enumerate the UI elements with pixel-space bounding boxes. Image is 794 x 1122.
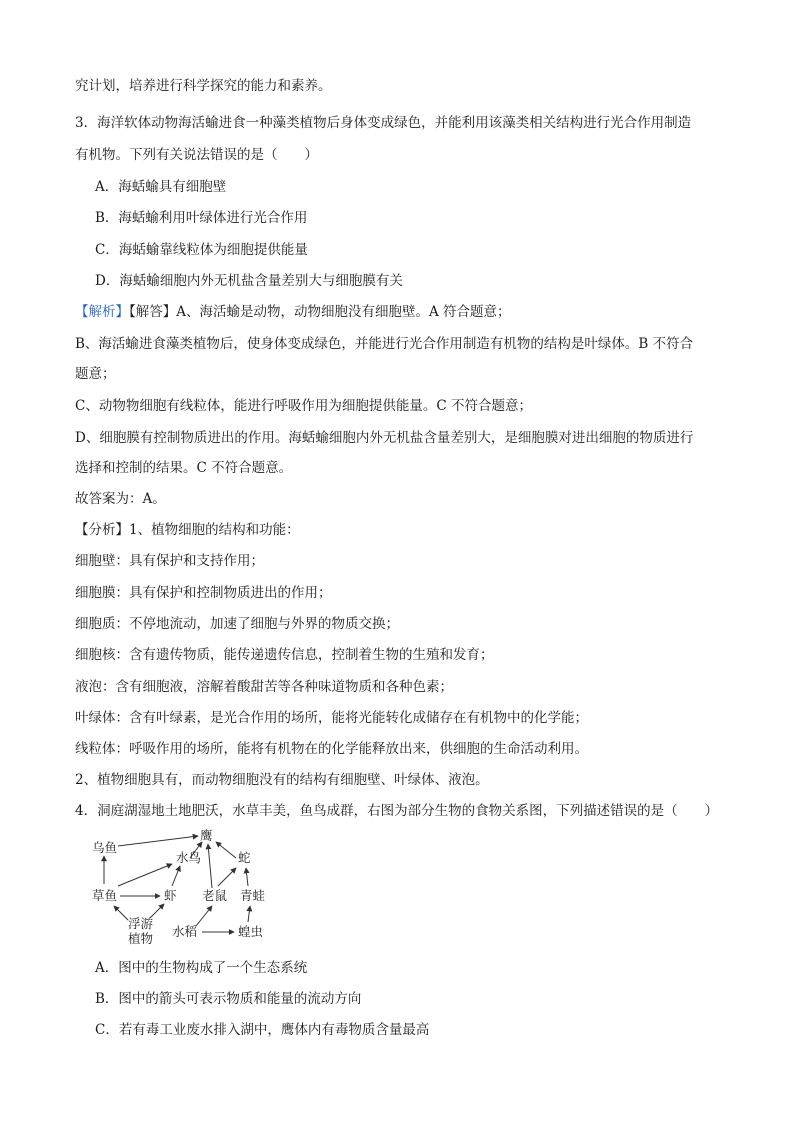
arrow-blackfish-eagle bbox=[118, 836, 198, 846]
analysis-line: C、动物物细胞有线粒体，能进行呼吸作用为细胞提供能量。C 不符合题意； bbox=[75, 398, 532, 414]
option-b: B．海蛞蝓利用叶绿体进行光合作用 bbox=[95, 210, 308, 226]
node-mouse: 老鼠 bbox=[202, 888, 228, 903]
analysis-line: 细胞膜：具有保护和控制物质进出的作用； bbox=[75, 585, 332, 601]
arrow-snake-eagle bbox=[216, 842, 236, 858]
question-stem: 4．洞庭湖湿地土地肥沃，水草丰美，鱼鸟成群，右图为部分生物的食物关系图，下列描述错误的是（ ） bbox=[75, 803, 719, 819]
arrow-mouse-snake bbox=[218, 868, 236, 886]
node-eagle: 鹰 bbox=[200, 828, 213, 843]
arrow-plankton-grasscarp bbox=[114, 906, 128, 920]
jiexi-text: 【解答】A、海活蝓是动物，动物细胞没有细胞壁。A 符合题意； bbox=[129, 304, 511, 320]
jiexi-tag: 【解析】 bbox=[75, 304, 129, 320]
analysis-line: 2、植物细胞具有，而动物细胞没有的结构有细胞壁、叶绿体、液泡。 bbox=[75, 772, 489, 788]
arrow-mouse-eagle bbox=[208, 844, 212, 888]
arrow-locust-frog bbox=[248, 906, 250, 922]
arrow-frog-snake bbox=[246, 868, 248, 886]
analysis-line bbox=[75, 302, 511, 322]
analysis-line: 线粒体：呼吸作用的场所，能将有机物在的化学能释放出来，供细胞的生命活动利用。 bbox=[75, 741, 588, 757]
arrow-grasscarp-waterbird bbox=[118, 864, 172, 886]
node-plankton-line1: 浮游 bbox=[128, 916, 154, 931]
node-frog: 青蛙 bbox=[240, 888, 266, 903]
analysis-line: D、细胞膜有控制物质进出的作用。海蛞蝓细胞内外无机盐含量差别大，是细胞膜对进出细胞的物质进行 bbox=[75, 430, 694, 446]
option-d: D．海蛞蝓细胞内外无机盐含量差别大与细胞膜有关 bbox=[95, 273, 403, 289]
analysis-line: 液泡：含有细胞液，溶解着酸甜苦等各种味道物质和各种色素； bbox=[75, 679, 453, 695]
analysis-heading: 【分析】1、植物细胞的结构和功能： bbox=[75, 522, 300, 538]
option-a: A．图中的生物构成了一个生态系统 bbox=[95, 960, 308, 976]
option-c: C．若有毒工业废水排入湖中，鹰体内有毒物质含量最高 bbox=[95, 1022, 430, 1038]
analysis-line: 细胞壁：具有保护和支持作用； bbox=[75, 553, 264, 569]
node-shrimp: 虾 bbox=[164, 888, 177, 903]
node-plankton-line2: 植物 bbox=[128, 931, 154, 946]
analysis-line: 细胞核：含有遗传物质，能传递遗传信息，控制着生物的生殖和发育； bbox=[75, 647, 494, 663]
analysis-line: 题意； bbox=[75, 366, 116, 382]
node-grasscarp: 草鱼 bbox=[92, 888, 118, 903]
question-stem: 有机物。下列有关说法错误的是（ ） bbox=[75, 147, 318, 163]
arrow-rice-mouse bbox=[196, 906, 212, 926]
node-locust: 蝗虫 bbox=[238, 924, 264, 939]
option-a: A．海蛞蝓具有细胞壁 bbox=[95, 179, 227, 195]
analysis-line: 选择和控制的结果。C 不符合题意。 bbox=[75, 460, 293, 476]
food-web-diagram bbox=[88, 822, 308, 948]
option-b: B．图中的箭头可表示物质和能量的流动方向 bbox=[95, 991, 362, 1007]
arrow-shrimp-waterbird bbox=[172, 866, 180, 886]
analysis-line: 叶绿体：含有叶绿素，是光合作用的场所，能将光能转化成储存在有机物中的化学能； bbox=[75, 710, 588, 726]
node-rice: 水稻 bbox=[172, 924, 198, 939]
question-stem: 3．海洋软体动物海活蝓进食一种藻类植物后身体变成绿色，并能利用该藻类相关结构进行光合作用制造 bbox=[75, 115, 692, 131]
analysis-line: 细胞质：不停地流动，加速了细胞与外界的物质交换； bbox=[75, 616, 399, 632]
text-line: 究计划，培养进行科学探究的能力和素养。 bbox=[75, 78, 332, 94]
analysis-line: B、海活蝓进食藻类植物后，使身体变成绿色，并能进行光合作用制造有机物的结构是叶绿体。B 不符合 bbox=[75, 336, 694, 352]
answer-line: 故答案为：A。 bbox=[75, 491, 166, 507]
option-c: C．海蛞蝓靠线粒体为细胞提供能量 bbox=[95, 242, 308, 258]
node-waterbird: 水鸟 bbox=[176, 850, 202, 865]
node-blackfish: 乌鱼 bbox=[92, 840, 118, 855]
node-snake: 蛇 bbox=[238, 850, 251, 865]
